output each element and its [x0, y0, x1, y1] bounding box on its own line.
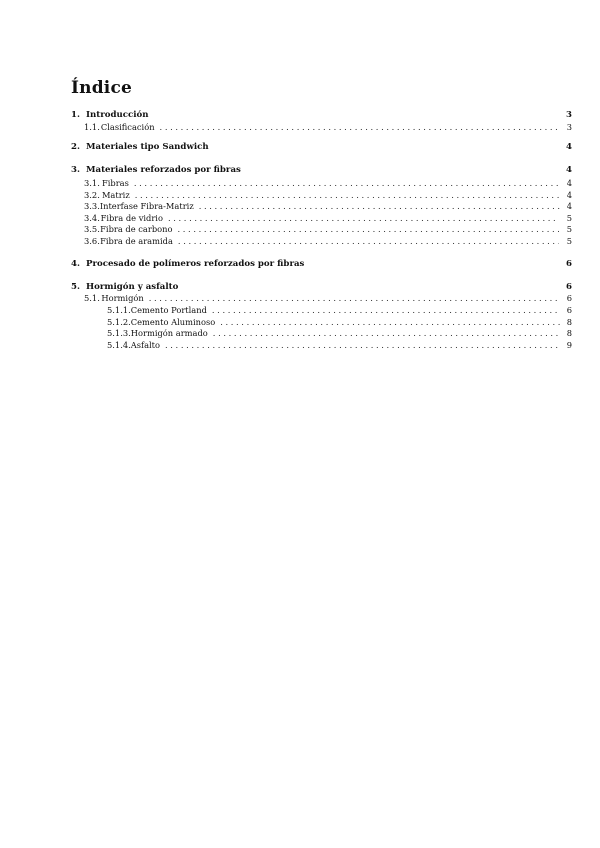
toc-entry-page: 6 — [566, 305, 572, 315]
toc-entry-page: 9 — [566, 340, 572, 350]
toc-entry-label: Hormigón y asfalto — [86, 282, 179, 292]
toc-entry-page: 4 — [566, 201, 572, 211]
toc-dot-leader — [213, 327, 560, 339]
toc-entry[interactable] — [71, 258, 572, 270]
toc-entry-page: 4 — [566, 142, 572, 152]
toc-entry-label: Materiales tipo Sandwich — [86, 142, 209, 152]
toc-entry-number: 5. — [71, 282, 80, 292]
toc-entry-label: Fibra de vidrio — [100, 213, 163, 223]
toc-entry[interactable] — [107, 339, 572, 351]
toc-entry-number: 5.1. — [84, 293, 100, 303]
toc-entry-label: Materiales reforzados por fibras — [86, 165, 241, 175]
toc-entry-label: Matriz — [101, 190, 130, 200]
toc-entry[interactable] — [71, 109, 572, 121]
toc-dot-leader — [149, 292, 559, 304]
toc-entry-label: Cemento Aluminoso — [130, 317, 216, 327]
toc-entry-number: 5.1.3. — [107, 328, 131, 338]
toc-entry-number: 1.1. — [84, 122, 100, 132]
toc-entry-number: 4. — [71, 259, 80, 269]
toc-entry[interactable] — [107, 304, 572, 316]
toc-entry-page: 8 — [566, 317, 572, 327]
toc-entry-label: Interfase Fibra-Matriz — [99, 201, 194, 211]
toc-entry[interactable] — [107, 327, 572, 339]
toc-entry[interactable] — [84, 177, 572, 189]
table-of-contents — [71, 0, 572, 848]
toc-entry-label: Cemento Portland — [130, 305, 207, 315]
page-title: Índice — [71, 78, 133, 98]
toc-entry-page: 5 — [566, 236, 572, 246]
toc-dot-leader — [160, 121, 559, 133]
toc-entry-label: Procesado de polímeros reforzados por fibras — [86, 259, 305, 269]
toc-entry-page: 4 — [566, 178, 572, 188]
toc-entry-number: 5.1.2. — [107, 317, 131, 327]
toc-entry[interactable] — [71, 164, 572, 176]
toc-entry-number: 3.3. — [84, 201, 100, 211]
toc-entry-label: Clasificación — [100, 122, 155, 132]
toc-dot-leader — [165, 339, 559, 351]
toc-entry-number: 2. — [71, 142, 80, 152]
toc-dot-leader — [178, 235, 559, 247]
toc-entry-number: 5.1.4. — [107, 340, 131, 350]
toc-entry-number: 1. — [71, 110, 80, 120]
toc-entry-page: 6 — [566, 293, 572, 303]
toc-entry[interactable] — [84, 292, 572, 304]
toc-entry[interactable] — [71, 141, 572, 153]
toc-entry[interactable] — [84, 223, 572, 235]
toc-entry-page: 4 — [566, 190, 572, 200]
toc-entry-label: Hormigón — [101, 293, 144, 303]
toc-entry-label: Introducción — [86, 110, 149, 120]
toc-entry-page: 4 — [566, 165, 572, 175]
toc-entry[interactable] — [84, 235, 572, 247]
toc-dot-leader — [199, 200, 560, 212]
toc-entry-page: 6 — [566, 259, 572, 269]
toc-dot-leader — [212, 304, 560, 316]
toc-entry-page: 3 — [566, 122, 572, 132]
toc-entry-label: Fibras — [101, 178, 129, 188]
toc-entry-number: 3.2. — [84, 190, 100, 200]
toc-entry-label: Fibra de carbono — [100, 224, 173, 234]
toc-entry-number: 3.4. — [84, 213, 100, 223]
toc-dot-leader — [134, 177, 559, 189]
toc-entry-label: Asfalto — [130, 340, 160, 350]
toc-entry-label: Fibra de aramida — [100, 236, 173, 246]
toc-entry-page: 5 — [566, 224, 572, 234]
toc-entry-page: 8 — [566, 328, 572, 338]
toc-entry-number: 3.6. — [84, 236, 100, 246]
toc-entry-page: 5 — [566, 213, 572, 223]
toc-entry-page: 6 — [566, 282, 572, 292]
toc-entry-number: 3.5. — [84, 224, 100, 234]
toc-entry-number: 5.1.1. — [107, 305, 131, 315]
toc-entry-number: 3.1. — [84, 178, 100, 188]
toc-entry[interactable] — [84, 200, 572, 212]
toc-entry-number: 3. — [71, 165, 80, 175]
toc-entry[interactable] — [84, 121, 572, 133]
toc-entry-page: 3 — [566, 110, 572, 120]
toc-dot-leader — [178, 223, 560, 235]
toc-entry-label: Hormigón armado — [130, 328, 208, 338]
